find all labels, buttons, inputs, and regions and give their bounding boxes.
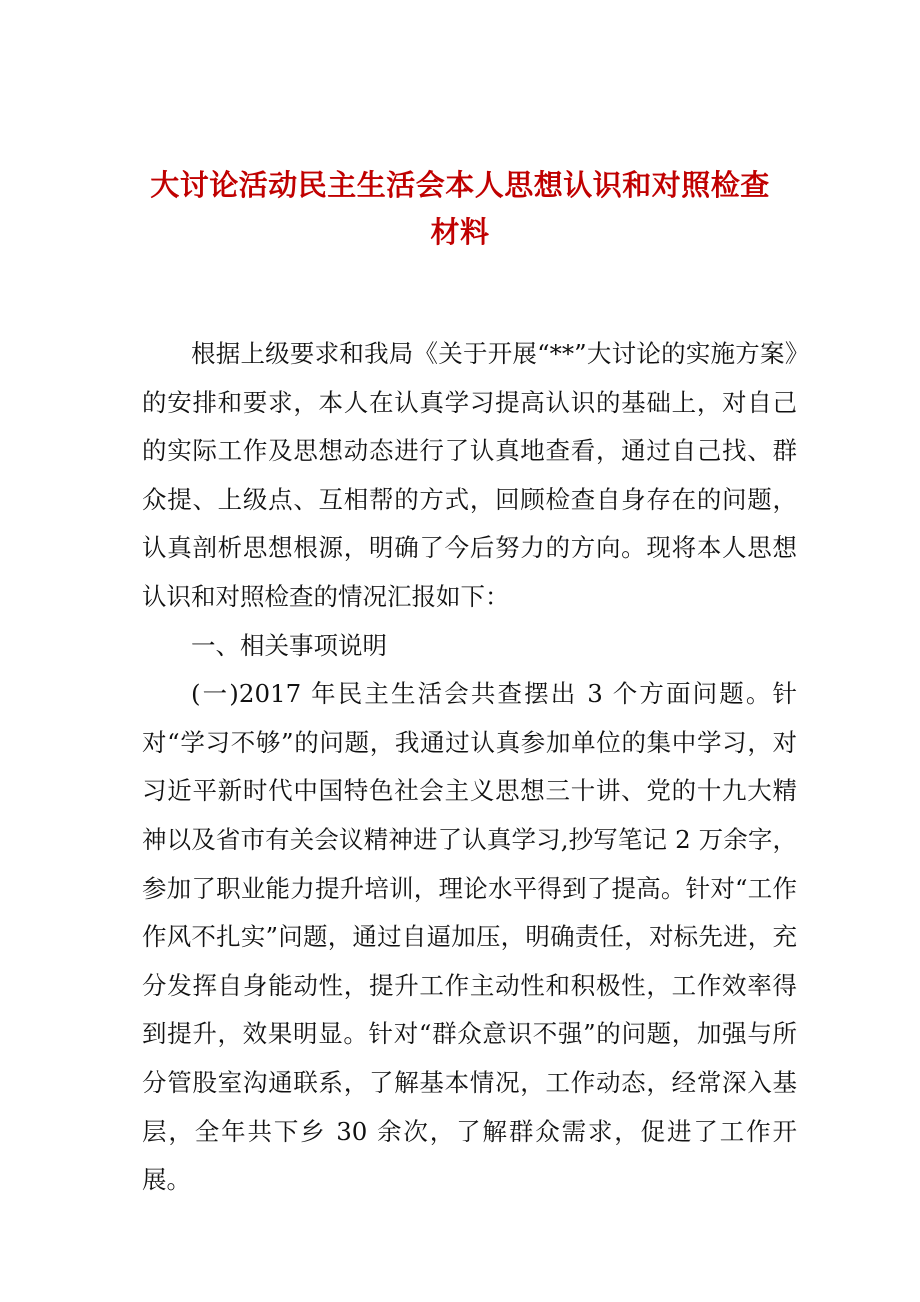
section-paragraph: (一)2017 年民主生活会共查摆出 3 个方面问题。针对“学习不够”的问题，我通过认真参加单位的集中学习，对习近平新时代中国特色社会主义思想三十讲、党的十九大精神以及省市有关会议精神进了认真学习,抄写笔记 2 万余字，参加了职业能力提升培训，理论水平得到了提高。针对“工作作风不扎实”问题，通过自逼加压，明确责任，对标先进，充分发挥自身能动性，提升工作主动性和积极性，工作效率得到提升，效果明显。针对“群众意识不强”的问题，加强与所分管股室沟通联系，了解基本情况，工作动态，经常深入基层，全年共下乡 30 余次，了解群众需求，促进了工作开展。 — [142, 679, 797, 1195]
document-title: 大讨论活动民主生活会本人思想认识和对照检查材料 — [150, 168, 770, 249]
intro-paragraph: 根据上级要求和我局《关于开展“**”大讨论的实施方案》的安排和要求，本人在认真学习提高认识的基础上，对自己的实际工作及思想动态进行了认真地查看，通过自己找、群众提、上级点、互相帮的方式，回顾检查自身存在的问题，认真剖析思想根源，明确了今后努力的方向。现将本人思想认识和对照检查的情况汇报如下： — [142, 339, 797, 611]
section-heading: 一、相关事项说明 — [191, 630, 387, 660]
document-body — [142, 330, 797, 1205]
